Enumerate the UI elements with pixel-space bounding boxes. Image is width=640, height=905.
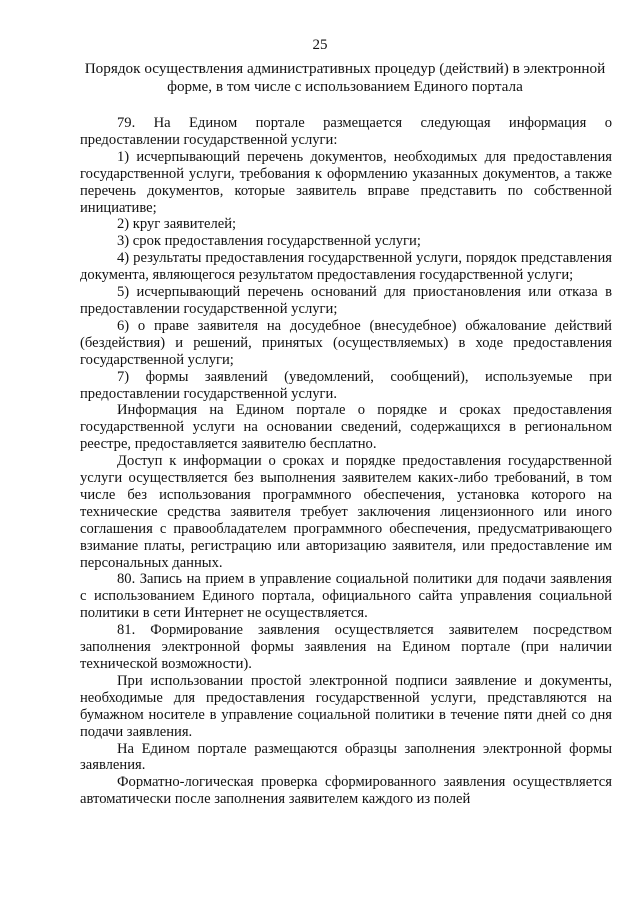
paragraph-signature: При использовании простой электронной подписи заявление и документы, необходимые для предоставления государственной услуги, представляются на бумажном носителе в управление социальной политики в течение пяти дней со дня подачи заявления. [80,672,612,740]
paragraph-access: Доступ к информации о сроках и порядке предоставления государственной услуги осуществляется без выполнения заявителем каких-либо требований, в том числе без использования программного обеспечения, установка которого на технические средства заявителя требует заключения лицензионного или иного соглашения с правообладателем программного обеспечения, предусматривающего взимание платы, регистрацию или авторизацию заявителя, или предоставление им персональных данных. [80,453,612,571]
paragraph-validation: Форматно-логическая проверка сформированного заявления осуществляется автоматически после заполнения заявителем каждого из полей [80,774,612,808]
page-number: 25 [312,37,328,53]
list-item-6: 6) о праве заявителя на досудебное (внесудебное) обжалование действий (бездействия) и решений, принятых (осуществляемых) в ходе предоставления государственной услуги; [80,317,612,368]
paragraph-samples: На Едином портале размещаются образцы заполнения электронной формы заявления. [80,740,612,774]
list-item-5: 5) исчерпывающий перечень оснований для приостановления или отказа в предоставлении государственной услуги; [80,284,612,317]
document-body [80,115,612,808]
list-item-7: 7) формы заявлений (уведомлений, сообщений), используемые при предоставлении государственной услуги. [80,368,612,402]
paragraph-info-free: Информация на Едином портале о порядке и сроках предоставления государственной услуги на основании сведений, содержащихся в региональном реестре, предоставляется заявителю бесплатно. [80,402,612,453]
paragraph-80: 80. Запись на прием в управление социальной политики для подачи заявления с использованием Единого портала, официального сайта управления социальной политики в сети Интернет не осуществляется. [80,571,612,622]
paragraph-81: 81. Формирование заявления осуществляется заявителем посредством заполнения электронной формы заявления на Едином портале (при наличии технической возможности). [80,622,612,672]
paragraph-79: 79. На Едином портале размещается следующая информация о предоставлении государственной услуги: [80,115,612,148]
list-item-4: 4) результаты предоставления государственной услуги, порядок представления документа, являющегося результатом предоставления государственной услуги; [80,250,612,284]
section-title: Порядок осуществления административных процедур (действий) в электронной форме, в том числе с использованием Единого портала [84,60,606,95]
list-item-1: 1) исчерпывающий перечень документов, необходимых для предоставления государственной услуги, требования к оформлению указанных документов, а также перечень документов, которые заявитель вправе представить по собственной инициативе; [80,148,612,216]
list-item-2: 2) круг заявителей; [117,216,237,233]
list-item-3: 3) срок предоставления государственной услуги; [117,233,421,250]
